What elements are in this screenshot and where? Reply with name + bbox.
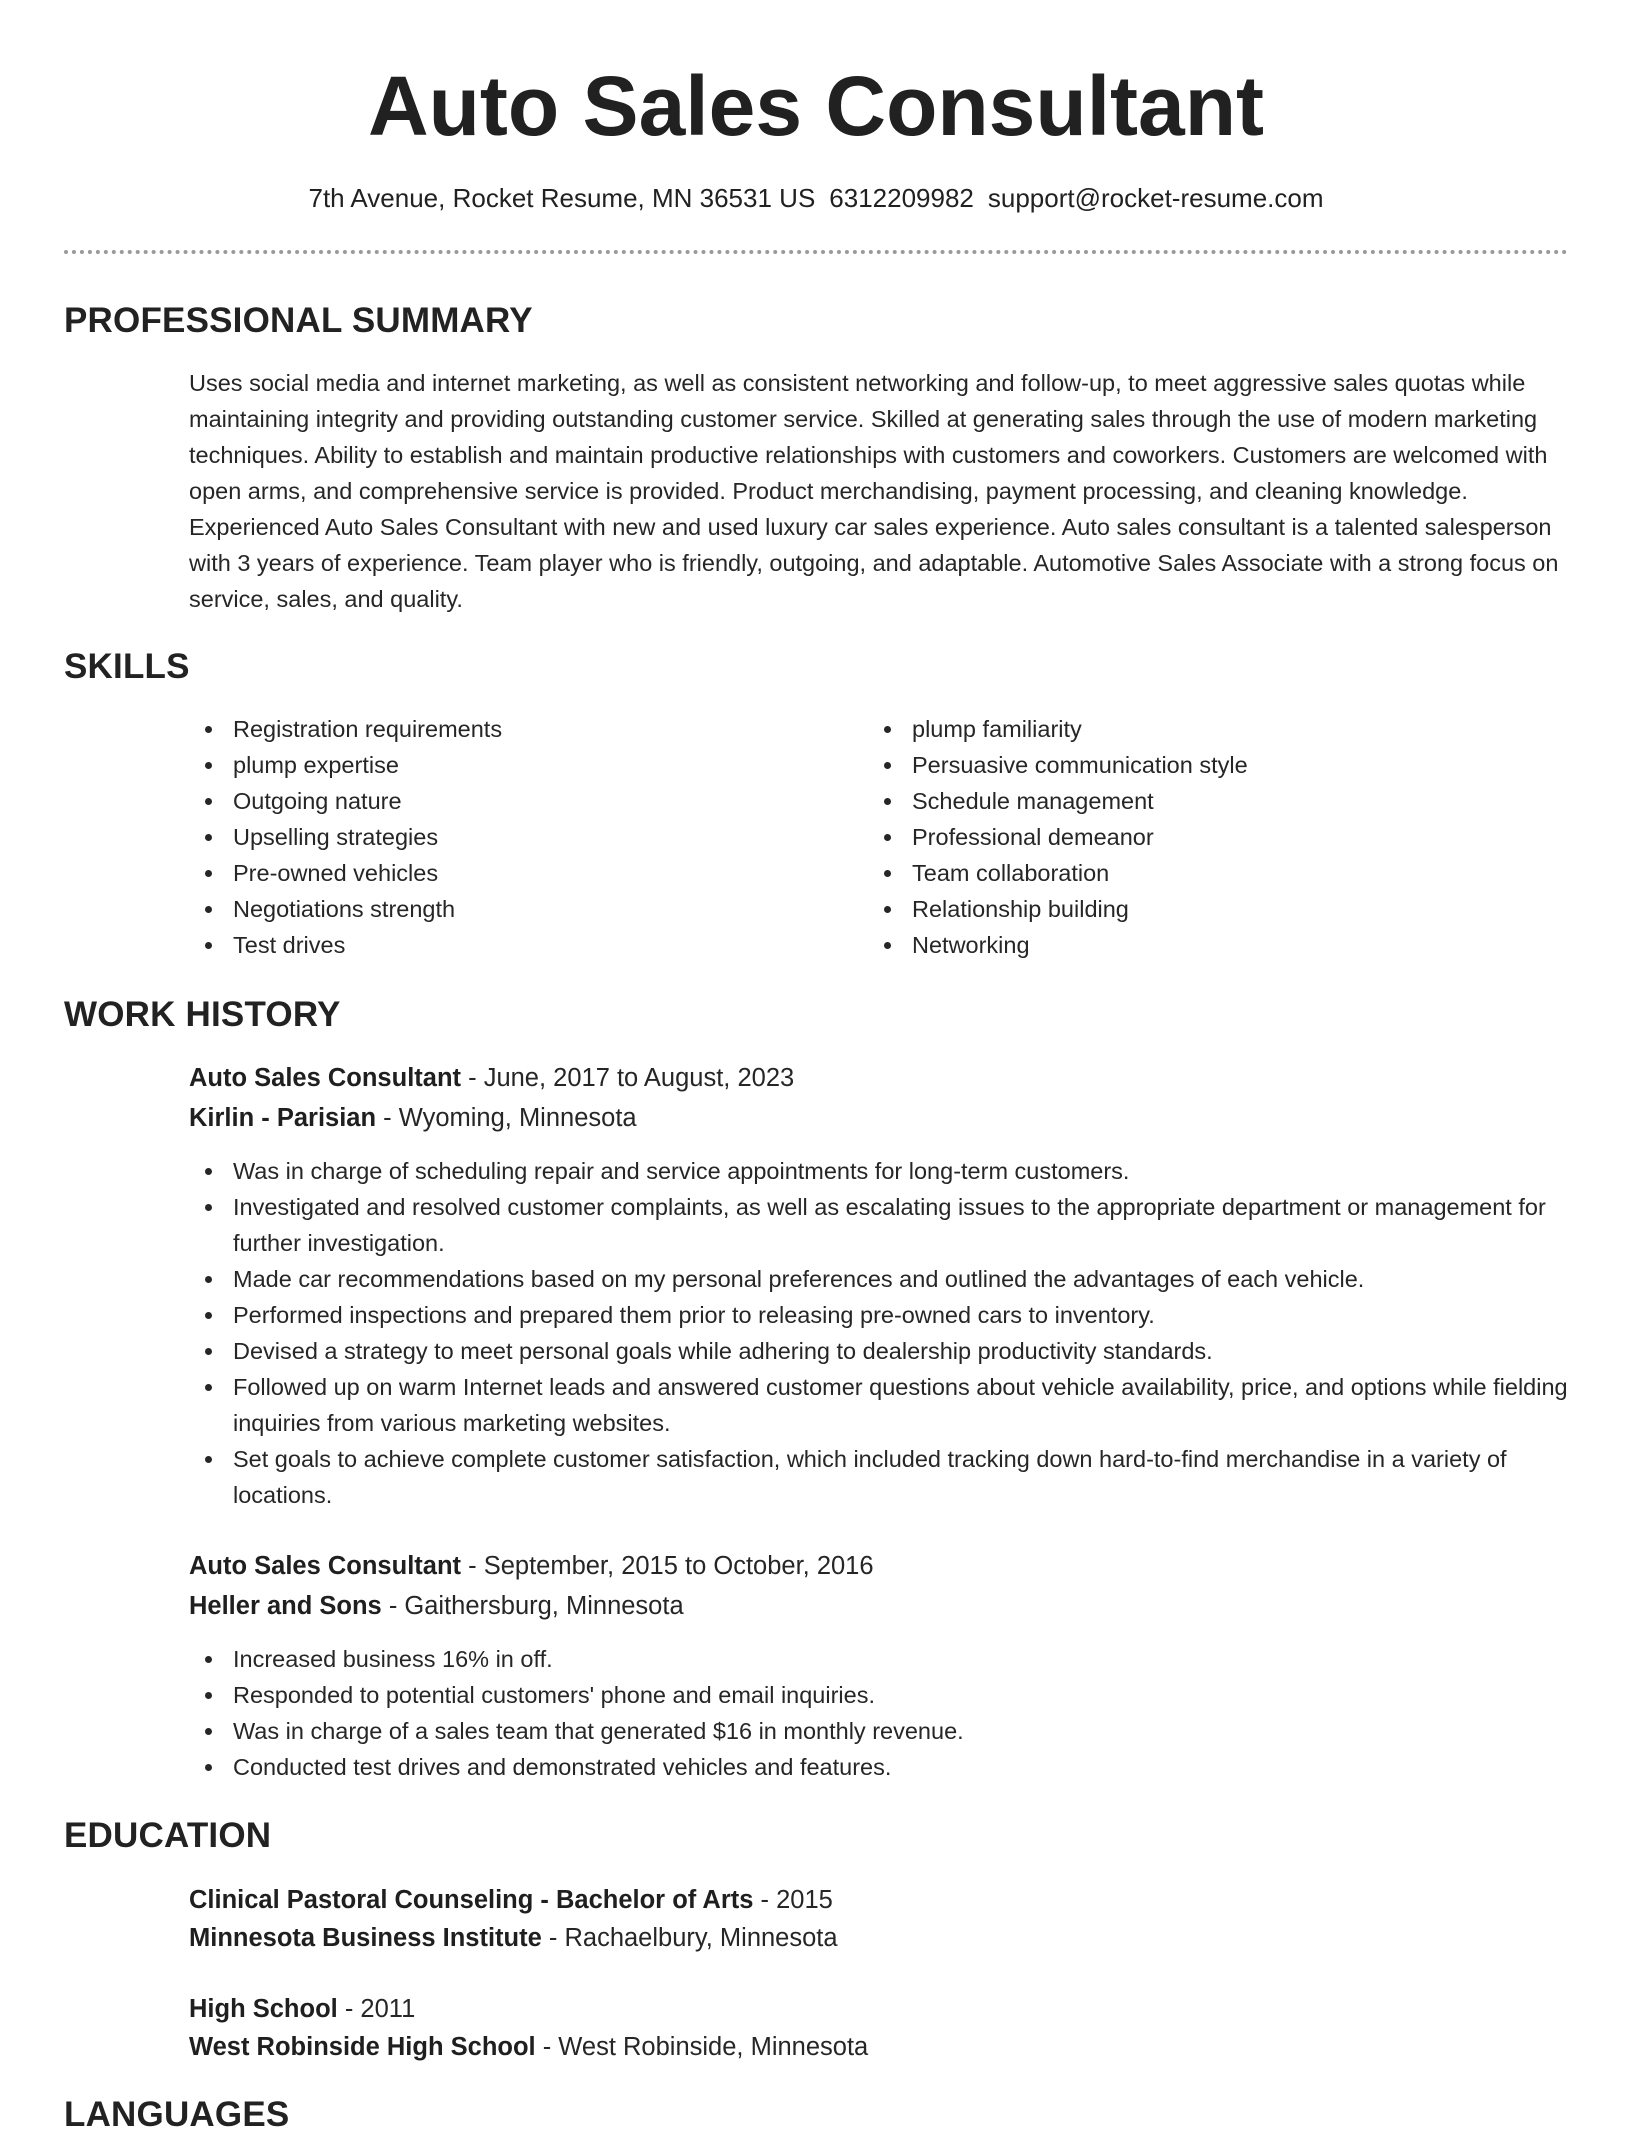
skill-item: Test drives — [189, 927, 829, 963]
job-company: Kirlin - Parisian — [189, 1104, 377, 1132]
education-location: - West Robinside, Minnesota — [535, 2033, 869, 2061]
skill-item: Team collaboration — [868, 855, 1568, 891]
job-company: Heller and Sons — [189, 1592, 382, 1620]
header-divider — [64, 250, 1568, 254]
skill-item: Upselling strategies — [189, 819, 829, 855]
contact-line — [0, 182, 1632, 214]
job-location: - Wyoming, Minnesota — [376, 1104, 637, 1132]
skills-list-right — [868, 711, 1568, 963]
education-year: - 2011 — [337, 1995, 416, 2023]
education-degree-line — [189, 1990, 415, 2028]
education-school: West Robinside High School — [189, 2033, 536, 2061]
education-degree: Clinical Pastoral Counseling - Bachelor of Arts — [189, 1886, 754, 1914]
job-title-line — [189, 1547, 874, 1585]
skill-item: Networking — [868, 927, 1568, 963]
job-bullet: Conducted test drives and demonstrated vehicles and features. — [189, 1749, 1569, 1785]
education-school: Minnesota Business Institute — [189, 1924, 542, 1952]
job-company-line — [189, 1099, 637, 1137]
skill-item: Outgoing nature — [189, 783, 829, 819]
job-bullet: Set goals to achieve complete customer satisfaction, which included tracking down hard-to-find merchandise in a variety of locations. — [189, 1441, 1569, 1513]
contact-address: 7th Avenue, Rocket Resume, MN 36531 US — [308, 183, 816, 213]
job-dates: - June, 2017 to August, 2023 — [461, 1064, 795, 1092]
skill-item: Persuasive communication style — [868, 747, 1568, 783]
job-bullet: Investigated and resolved customer complaints, as well as escalating issues to the appropriate department or management for further investigation. — [189, 1189, 1569, 1261]
job-company-line — [189, 1587, 684, 1625]
skill-item: plump expertise — [189, 747, 829, 783]
skill-item: Pre-owned vehicles — [189, 855, 829, 891]
job-bullet: Was in charge of scheduling repair and service appointments for long-term customers. — [189, 1153, 1569, 1189]
education-degree: High School — [189, 1995, 338, 2023]
job-location: - Gaithersburg, Minnesota — [381, 1592, 684, 1620]
job-bullet: Responded to potential customers' phone and email inquiries. — [189, 1677, 1569, 1713]
contact-email: support@rocket-resume.com — [987, 183, 1324, 213]
skill-item: Negotiations strength — [189, 891, 829, 927]
education-year: - 2015 — [753, 1886, 833, 1914]
education-school-line — [189, 1919, 838, 1957]
job-title-line — [189, 1059, 794, 1097]
section-title-education: EDUCATION — [64, 1816, 272, 1855]
job-bullets — [189, 1153, 1569, 1513]
skill-item: Relationship building — [868, 891, 1568, 927]
job-bullet: Increased business 16% in off. — [189, 1641, 1569, 1677]
job-bullet: Was in charge of a sales team that generated $16 in monthly revenue. — [189, 1713, 1569, 1749]
education-location: - Rachaelbury, Minnesota — [541, 1924, 838, 1952]
job-role: Auto Sales Consultant — [189, 1552, 462, 1580]
skills-list-left — [189, 711, 829, 963]
education-school-line — [189, 2028, 868, 2066]
section-title-skills: SKILLS — [64, 647, 190, 686]
candidate-name: Auto Sales Consultant — [367, 59, 1265, 153]
job-bullet: Made car recommendations based on my personal preferences and outlined the advantages of each vehicle. — [189, 1261, 1569, 1297]
job-bullet: Devised a strategy to meet personal goals while adhering to dealership productivity standards. — [189, 1333, 1569, 1369]
summary-text: Uses social media and internet marketing, as well as consistent networking and follow-up, to meet aggressive sales quotas while maintaining integrity and providing outstanding customer service. Skilled at generating sales through the use of modern marketing techniques. Ability to establish and maintain productive relationships with customers and coworkers. Customers are welcomed with open arms, and comprehensive service is provided. Product merchandising, payment processing, and cleaning knowledge. Experienced Auto Sales Consultant with new and used luxury car sales experience. Auto sales consultant is a talented salesperson with 3 years of experience. Team player who is friendly, outgoing, and adaptable. Automotive Sales Associate with a strong focus on service, sales, and quality. — [189, 370, 1559, 612]
contact-phone: 6312209982 — [829, 183, 974, 213]
section-title-work: WORK HISTORY — [64, 995, 341, 1034]
job-dates: - September, 2015 to October, 2016 — [461, 1552, 874, 1580]
job-bullet: Followed up on warm Internet leads and answered customer questions about vehicle availability, price, and options while fielding inquiries from various marketing websites. — [189, 1369, 1569, 1441]
skill-item: Registration requirements — [189, 711, 829, 747]
skill-item: plump familiarity — [868, 711, 1568, 747]
education-degree-line — [189, 1881, 833, 1919]
skill-item: Professional demeanor — [868, 819, 1568, 855]
section-title-summary: PROFESSIONAL SUMMARY — [64, 301, 533, 340]
section-title-languages: LANGUAGES — [64, 2095, 290, 2134]
skill-item: Schedule management — [868, 783, 1568, 819]
job-role: Auto Sales Consultant — [189, 1064, 462, 1092]
job-bullet: Performed inspections and prepared them prior to releasing pre-owned cars to inventory. — [189, 1297, 1569, 1333]
job-bullets — [189, 1641, 1569, 1785]
